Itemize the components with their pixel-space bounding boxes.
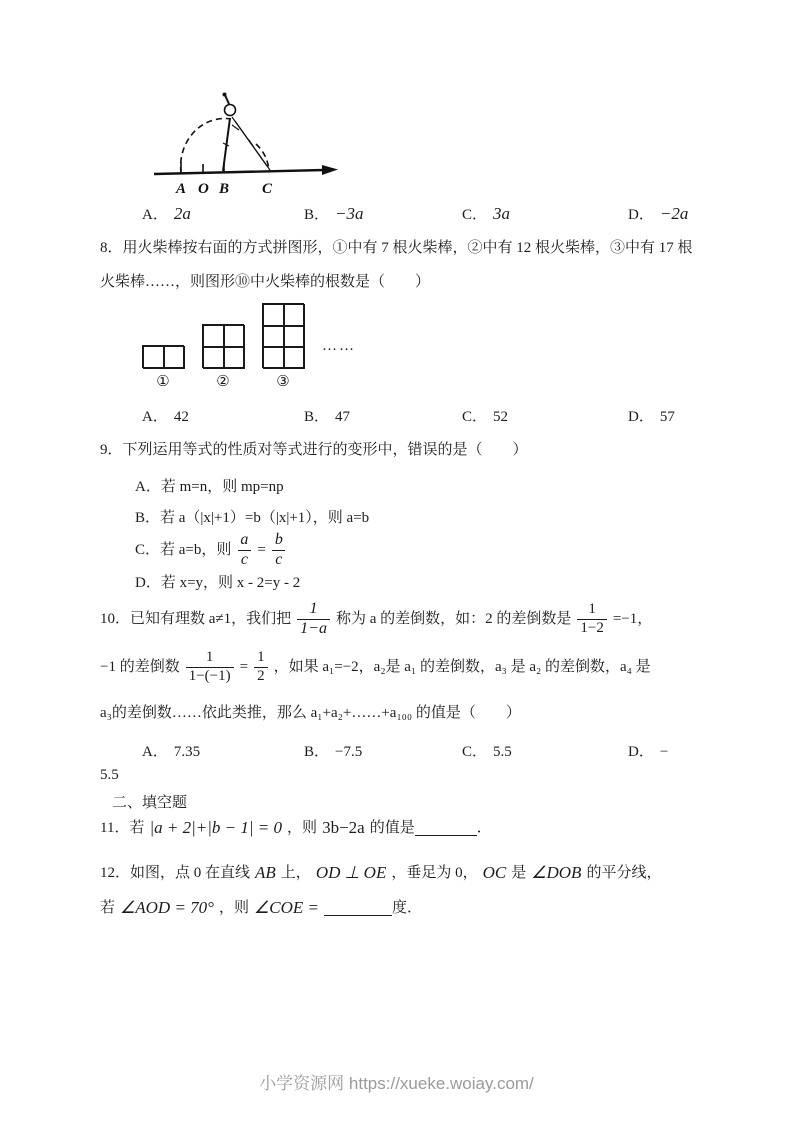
figure-label-3: ③ [276,374,290,390]
q10-seg1: 10．已知有理数 a≠1，我们把 [100,611,292,627]
q12-math-od-perp-oe: OD ⊥ OE [315,863,387,882]
q11-text [100,815,700,841]
q7-option-a-value: 2a [173,204,191,223]
q8-option-a-value: 42 [173,409,189,425]
q8-options-row [100,405,740,427]
q11-post: ． [476,820,492,836]
matchstick-figures [142,303,356,391]
q8-option-c: C． 52 [462,409,509,425]
q12-answer-blank [324,901,392,916]
q10-seg5: = [239,659,249,675]
q10-option-a: A． 7.35 [142,744,201,760]
q11-equation: |a + 2|+|b − 1| = 0 [149,818,283,837]
q12-text-line2 [100,895,700,921]
q12-seg2: 上， [280,865,311,881]
point-label-o: O [198,181,209,197]
q10-text-line2 [100,645,700,689]
q8-option-b: B． 47 [304,409,351,425]
q11-answer-blank [415,821,477,836]
q12-seg4: 是 [511,865,527,881]
leg-mark-2 [249,140,253,146]
compass-handle-stem [225,95,229,104]
q10-seg4: −1 的差倒数 [100,659,180,675]
q7-options-row [100,203,740,225]
q7-option-b-key: B． [304,207,330,223]
q12-math-angle-aod: ∠AOD = 70° [120,898,214,917]
matchstick-grid-3 [262,303,304,368]
q10-seg3: =−1， [612,611,653,627]
q9-option-b: B．若 a（|x|+1）=b（|x|+1），则 a=b [135,510,370,526]
point-label-c: C [262,181,273,197]
q10-option-d-wrap: 5.5 [100,767,119,783]
q10-option-c: C． 5.5 [462,744,512,760]
q12-seg6: 若 [100,900,116,916]
figure-label-2: ② [216,374,230,390]
q7-option-a [142,203,191,224]
q8-option-c-value: 52 [493,409,509,425]
q11-pre: 11．若 [100,820,145,836]
fraction-a-over-c: $\frac{a}{c}$ [237,531,251,569]
point-label-a: A [176,181,187,197]
compass-number-line-figure [152,92,342,204]
q10-seg6: ，如果 a₁=−2，a₂是 a₁ 的差倒数，a₃ 是 a₂ 的差倒数，a₄ 是 [273,659,651,675]
q7-option-c-key: C． [462,207,488,223]
figure-label-1: ① [156,374,170,390]
q11-expression: 3b−2a [322,818,365,837]
number-line [154,170,324,174]
q10-seg2: 称为 a 的差倒数，如：2 的差倒数是 [335,611,572,627]
figure-ellipsis: …… [322,338,356,354]
q10-options-row [100,740,740,762]
q7-option-b-value: −3a [335,204,364,223]
q12-math-angle-dob: ∠DOB [531,863,582,882]
q12-math-angle-coe: ∠COE = [253,898,319,917]
fraction-1-over-2: $\frac{1}{2}$ [254,649,268,685]
fraction-b-over-c: $\frac{b}{c}$ [272,531,286,569]
q7-option-c [462,203,510,224]
footer-watermark: 小学资源网 https://xueke.woiay.com/ [259,1074,534,1093]
arrowhead-icon [322,165,338,175]
matchstick-figure-1 [142,345,184,391]
q9-option-a: A．若 m=n，则 mp=np [135,479,284,495]
compass-handle-tip [223,93,227,97]
q11-mid1: ，则 [287,820,318,836]
q12-math-oc: OC [482,863,507,882]
q7-option-c-value: 3a [493,204,511,223]
q12-text-line1 [100,860,700,886]
q9-option-c-equals: = [257,542,266,558]
q8-option-a: A． 42 [142,409,189,425]
fraction-1-over-1-minus-neg1: $\frac{1}{1-(-1)}$ [186,649,234,685]
q10-option-b: B． −7.5 [304,744,363,760]
q7-option-a-key: A． [142,207,168,223]
fraction-1-over-1-minus-2: $\frac{1}{1-2}$ [577,601,606,637]
q7-option-d-value: −2a [659,204,689,223]
q7-option-d [628,203,688,224]
q8-text-line1: 8．用火柴棒按右面的方式拼图形，①中有 7 根火柴棒，②中有 12 根火柴棒，③中有 17 根 [100,240,693,256]
dashed-arc-at-c [256,144,269,171]
q10-option-a-value: 7.35 [173,744,201,760]
q11-mid2: 的值是 [369,820,415,836]
section-2-heading: 二、填空题 [112,795,188,811]
q8-text-line2: 火柴棒……，则图形⑩中火柴棒的根数是（ ） [100,274,431,290]
q10-text-line3: a₃的差倒数……依此类推，那么 a₁+a₂+……+a₁₀₀ 的值是（ ） [100,705,521,721]
q10-option-d-value: − [659,744,669,760]
q7-option-b [304,203,364,224]
q12-seg7: ，则 [218,900,249,916]
q9-option-c [135,530,735,570]
matchstick-grid-2 [202,324,244,368]
q12-seg5: 的平分线， [586,865,662,881]
matchstick-figure-2 [202,324,244,391]
q12-seg3: ，垂足为 0， [391,865,478,881]
fraction-1-over-1-minus-a: $\frac{1}{1-a}$ [297,600,330,638]
matchstick-figure-3 [262,303,304,391]
q10-option-c-value: 5.5 [493,744,512,760]
q7-option-d-key: D． [628,207,654,223]
q8-option-b-value: 47 [335,409,351,425]
q12-seg8: 度． [391,900,422,916]
q10-option-b-value: −7.5 [335,744,363,760]
q10-text-line1 [100,598,700,640]
q8-option-d-value: 57 [659,409,675,425]
point-label-b: B [219,181,230,197]
q9-option-c-text: C．若 a=b，则 [135,542,232,558]
matchstick-grid-1 [142,345,184,368]
compass-handle-icon [225,105,236,116]
q12-seg1: 12．如图，点 0 在直线 [100,865,251,881]
q8-option-d: D． 57 [628,409,675,425]
q10-option-d: D． − [628,744,669,760]
q12-math-ab: AB [255,863,276,882]
q9-title: 9．下列运用等式的性质对等式进行的变形中，错误的是（ ） [100,442,528,458]
q9-option-d: D．若 x=y，则 x - 2=y - 2 [135,575,301,591]
